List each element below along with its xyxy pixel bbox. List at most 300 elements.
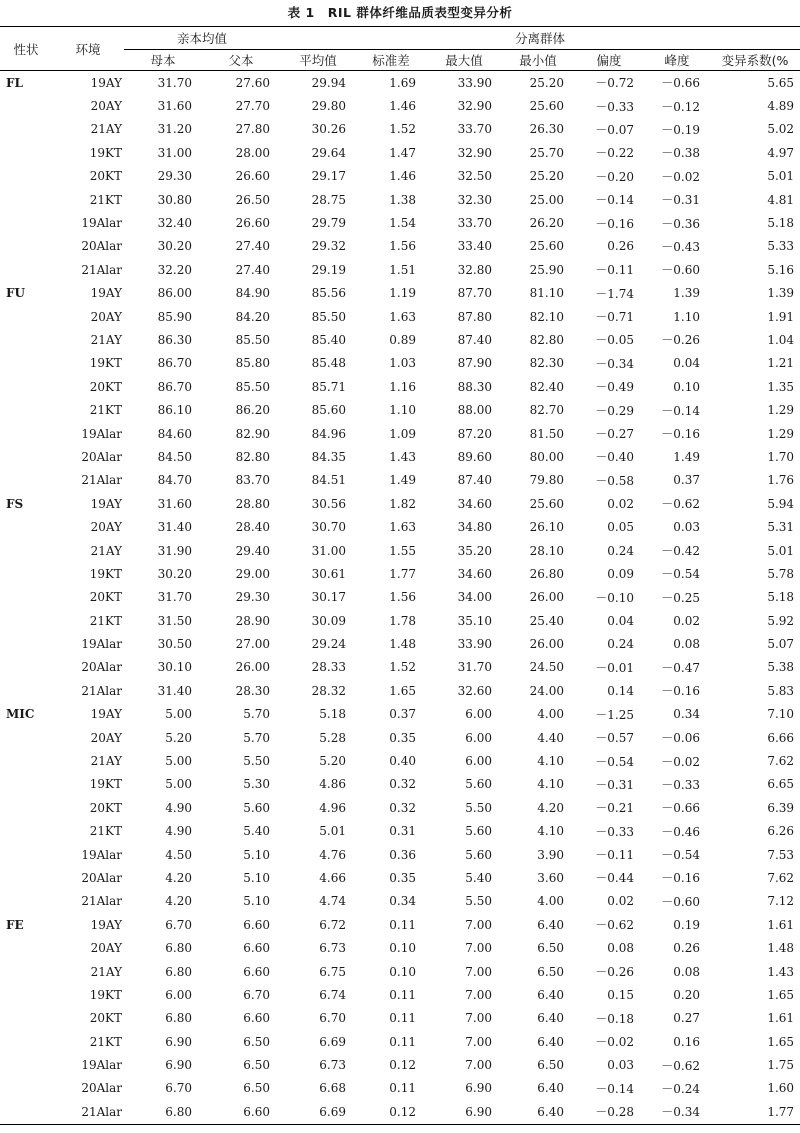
table-row (0, 515, 800, 538)
cell-min: 26.20 (529, 216, 565, 231)
cell-mean: 6.69 (319, 1034, 347, 1049)
cell-min: 26.10 (529, 520, 565, 535)
cell-kurt: －0.62 (661, 1058, 701, 1073)
cell-sd: 1.16 (389, 379, 417, 394)
cell-mother: 4.90 (165, 824, 192, 839)
cell-kurt: 0.04 (673, 356, 701, 371)
cell-trait: FS (6, 496, 24, 511)
cell-trait (0, 632, 52, 655)
cell-max: 33.70 (457, 122, 493, 137)
cell-max: 31.70 (457, 660, 493, 675)
cell-skew: 0.02 (607, 894, 635, 909)
cell-skew: －0.16 (595, 216, 635, 231)
cell-mean: 30.56 (311, 496, 347, 511)
cell-father: 5.70 (243, 730, 271, 745)
cell-env: 19Alar (81, 216, 122, 231)
cell-skew: －0.34 (595, 356, 635, 371)
cell-father: 5.50 (243, 754, 271, 769)
cell-skew: 0.08 (607, 941, 635, 956)
table-row (0, 960, 800, 983)
cell-min: 4.40 (537, 730, 565, 745)
cell-mean: 30.61 (311, 566, 347, 581)
cell-cv: 1.39 (767, 286, 795, 301)
cell-env: 19Alar (81, 426, 122, 441)
cell-max: 32.50 (457, 169, 493, 184)
cell-sd: 0.36 (389, 847, 417, 862)
cell-skew: －0.58 (595, 473, 635, 488)
cell-cv: 4.81 (767, 192, 795, 207)
cell-max: 88.30 (457, 379, 493, 394)
cell-max: 87.40 (457, 332, 493, 347)
cell-trait (0, 960, 52, 983)
header-parents-group: 亲本均值 (124, 27, 280, 50)
cell-father: 27.40 (235, 239, 271, 254)
cell-mean: 30.26 (311, 122, 347, 137)
cell-skew: －0.20 (595, 169, 635, 184)
cell-father: 29.40 (235, 543, 271, 558)
cell-env: 20AY (90, 99, 122, 114)
cell-sd: 0.11 (389, 1081, 417, 1096)
header-mother: 母本 (150, 53, 176, 68)
table-row (0, 703, 800, 726)
cell-trait: FE (6, 917, 24, 932)
header-mean: 平均值 (299, 53, 337, 68)
cell-min: 82.40 (529, 379, 565, 394)
cell-min: 26.80 (529, 566, 565, 581)
cell-mother: 6.70 (165, 1081, 192, 1096)
cell-father: 5.30 (243, 777, 271, 792)
table-row (0, 632, 800, 655)
cell-mother: 84.50 (157, 449, 192, 464)
cell-trait (0, 1100, 52, 1124)
cell-father: 26.60 (235, 216, 271, 231)
cell-trait (0, 1077, 52, 1100)
cell-env: 19AY (90, 917, 122, 932)
cell-skew: 0.03 (607, 1058, 635, 1073)
cell-max: 7.00 (465, 1034, 493, 1049)
cell-mean: 29.80 (311, 99, 347, 114)
cell-kurt: －0.25 (661, 590, 701, 605)
cell-sd: 1.52 (389, 660, 417, 675)
cell-skew: －0.05 (595, 333, 635, 348)
cell-env: 21AY (90, 332, 122, 347)
cell-father: 5.40 (243, 824, 271, 839)
cell-env: 20Alar (81, 239, 122, 254)
cell-min: 26.30 (529, 122, 565, 137)
cell-cv: 6.26 (767, 824, 795, 839)
cell-max: 35.10 (457, 613, 493, 628)
cell-max: 33.90 (457, 75, 493, 90)
cell-mean: 30.09 (311, 613, 347, 628)
cell-mean: 5.18 (319, 707, 347, 722)
cell-max: 87.70 (457, 286, 493, 301)
cell-trait (0, 1053, 52, 1076)
cell-father: 5.10 (243, 894, 271, 909)
cell-father: 82.90 (235, 426, 271, 441)
cell-min: 6.40 (537, 987, 565, 1002)
cell-kurt: －0.42 (661, 544, 701, 558)
cell-skew: －0.02 (595, 1035, 635, 1050)
table-row (0, 749, 800, 772)
cell-trait (0, 679, 52, 702)
cell-env: 20Alar (81, 660, 122, 675)
cell-kurt: 0.02 (673, 613, 701, 628)
cell-kurt: －0.14 (661, 403, 701, 418)
cell-trait (0, 820, 52, 843)
cell-max: 5.40 (465, 870, 493, 885)
cell-trait (0, 936, 52, 959)
cell-env: 20AY (90, 730, 122, 745)
cell-sd: 0.40 (389, 754, 417, 769)
table-row (0, 165, 800, 188)
cell-father: 6.60 (243, 917, 271, 932)
cell-trait: FU (6, 286, 25, 301)
cell-mother: 30.10 (157, 660, 192, 675)
cell-sd: 1.63 (389, 309, 417, 324)
cell-cv: 7.53 (767, 847, 795, 862)
cell-mother: 86.30 (157, 332, 192, 347)
cell-father: 28.80 (235, 496, 271, 511)
cell-kurt: －0.43 (661, 239, 701, 254)
cell-max: 7.00 (465, 1058, 493, 1073)
cell-max: 34.60 (457, 496, 493, 511)
cell-min: 6.40 (537, 917, 565, 932)
table-row (0, 913, 800, 936)
cell-father: 6.50 (243, 1081, 271, 1096)
cell-env: 20KT (89, 800, 122, 815)
cell-sd: 1.78 (389, 613, 417, 628)
cell-mean: 6.74 (319, 987, 347, 1002)
cell-skew: －0.26 (595, 965, 635, 980)
cell-cv: 4.97 (767, 145, 795, 160)
cell-kurt: 1.49 (673, 449, 701, 464)
table-row (0, 375, 800, 398)
cell-env: 19KT (89, 777, 122, 792)
cell-kurt: －0.06 (661, 731, 701, 746)
cell-mother: 31.60 (157, 496, 192, 511)
table-row (0, 656, 800, 679)
cell-mother: 6.80 (165, 964, 192, 979)
cell-trait (0, 562, 52, 585)
cell-min: 24.00 (529, 683, 565, 698)
cell-trait (0, 445, 52, 468)
cell-max: 32.90 (457, 99, 493, 114)
cell-cv: 1.76 (767, 473, 795, 488)
cell-father: 85.80 (235, 356, 271, 371)
cell-env: 21Alar (81, 894, 122, 909)
cell-max: 5.60 (465, 824, 493, 839)
cell-skew: －0.71 (595, 310, 635, 325)
cell-skew: －0.72 (595, 76, 635, 91)
cell-sd: 0.11 (389, 1034, 417, 1049)
cell-min: 24.50 (529, 660, 565, 675)
cell-mother: 4.50 (165, 847, 192, 862)
cell-father: 82.80 (235, 449, 271, 464)
cell-mean: 29.94 (311, 75, 347, 90)
cell-mean: 30.17 (311, 590, 347, 605)
cell-cv: 1.29 (767, 426, 795, 441)
cell-cv: 1.65 (767, 987, 795, 1002)
cell-env: 21AY (90, 543, 122, 558)
header-trait: 性状 (13, 41, 39, 57)
cell-cv: 5.92 (767, 613, 795, 628)
table-row (0, 609, 800, 632)
cell-father: 86.20 (235, 403, 271, 418)
cell-mean: 85.56 (311, 286, 347, 301)
cell-trait (0, 609, 52, 632)
cell-skew: 0.24 (607, 543, 635, 558)
cell-father: 6.50 (243, 1058, 271, 1073)
table-row (0, 562, 800, 585)
cell-env: 19KT (89, 145, 122, 160)
table-row (0, 118, 800, 141)
cell-cv: 7.12 (767, 894, 795, 909)
cell-trait (0, 422, 52, 445)
header-skew: 偏度 (596, 53, 622, 68)
header-cv: 变异系数(% (721, 53, 789, 68)
cell-skew: －1.74 (595, 286, 635, 301)
cell-cv: 6.39 (767, 800, 795, 815)
cell-cv: 5.31 (767, 520, 795, 535)
table-header (0, 27, 800, 71)
cell-max: 6.00 (465, 730, 493, 745)
cell-kurt: 1.10 (673, 309, 701, 324)
cell-mean: 5.01 (319, 824, 347, 839)
cell-kurt: 0.10 (673, 379, 701, 394)
table-row (0, 258, 800, 281)
cell-trait (0, 469, 52, 492)
cell-kurt: 0.27 (673, 1011, 701, 1026)
cell-sd: 1.55 (389, 543, 417, 558)
cell-skew: －0.57 (595, 731, 635, 746)
cell-mean: 84.35 (311, 449, 347, 464)
cell-skew: －0.54 (595, 754, 635, 769)
cell-mean: 29.64 (311, 145, 347, 160)
cell-min: 81.10 (529, 286, 565, 301)
cell-kurt: －0.36 (661, 216, 701, 231)
cell-trait (0, 843, 52, 866)
table-row (0, 71, 800, 95)
table-row (0, 773, 800, 796)
cell-env: 21KT (89, 824, 122, 839)
cell-skew: －0.33 (595, 99, 635, 114)
header-row-1 (0, 27, 800, 50)
cell-mean: 6.70 (319, 1011, 347, 1026)
cell-skew: －0.28 (574, 1100, 644, 1124)
table-row (0, 820, 800, 843)
cell-skew: 0.15 (607, 987, 635, 1002)
cell-sd: 1.47 (389, 145, 417, 160)
cell-env: 21KT (89, 613, 122, 628)
cell-max: 34.80 (457, 520, 493, 535)
cell-mother: 32.40 (157, 216, 192, 231)
cell-env: 19AY (90, 286, 122, 301)
cell-father: 6.60 (202, 1100, 280, 1124)
table-row (0, 141, 800, 164)
cell-min: 25.90 (529, 262, 565, 277)
cell-max: 32.90 (457, 145, 493, 160)
table-row (0, 539, 800, 562)
table-row (0, 1053, 800, 1076)
table-row (0, 1077, 800, 1100)
cell-father: 6.50 (243, 1034, 271, 1049)
cell-max: 7.00 (465, 1011, 493, 1026)
cell-skew: －0.44 (595, 871, 635, 886)
cell-cv: 1.48 (767, 941, 795, 956)
cell-mother: 31.40 (157, 520, 192, 535)
cell-skew: －0.62 (595, 918, 635, 933)
cell-mother: 4.20 (165, 894, 192, 909)
table-row (0, 188, 800, 211)
cell-trait (0, 656, 52, 679)
cell-max: 7.00 (465, 987, 493, 1002)
cell-max: 5.50 (465, 800, 493, 815)
cell-mother: 31.90 (157, 543, 192, 558)
cell-skew: －0.29 (595, 403, 635, 418)
cell-mother: 6.90 (165, 1034, 192, 1049)
cell-mean: 30.70 (311, 520, 347, 535)
cell-kurt: 0.37 (673, 473, 701, 488)
cell-trait: MIC (6, 707, 35, 722)
cell-min: 26.00 (529, 637, 565, 652)
cell-skew: 0.09 (607, 566, 635, 581)
cell-max: 35.20 (457, 543, 493, 558)
cell-mother: 5.00 (165, 777, 192, 792)
cell-sd: 0.34 (389, 894, 417, 909)
cell-father: 85.50 (235, 332, 271, 347)
cell-mean: 28.75 (311, 192, 347, 207)
cell-min: 25.60 (529, 496, 565, 511)
cell-max: 6.00 (465, 707, 493, 722)
cell-cv: 1.60 (767, 1081, 795, 1096)
cell-kurt: －0.54 (661, 848, 701, 863)
cell-max: 6.90 (426, 1100, 502, 1124)
cell-sd: 0.35 (389, 730, 417, 745)
cell-trait (0, 375, 52, 398)
cell-mother: 30.20 (157, 239, 192, 254)
cell-mother: 86.10 (157, 403, 192, 418)
cell-trait (0, 796, 52, 819)
cell-father: 28.00 (235, 145, 271, 160)
cell-skew: －0.27 (595, 427, 635, 442)
cell-mean: 6.68 (319, 1081, 347, 1096)
cell-mean: 6.75 (319, 964, 347, 979)
cell-father: 5.10 (243, 870, 271, 885)
cell-min: 25.60 (529, 99, 565, 114)
cell-env: 21KT (89, 1034, 122, 1049)
cell-cv: 5.01 (767, 543, 795, 558)
cell-trait (0, 726, 52, 749)
cell-kurt: 0.03 (673, 520, 701, 535)
cell-min: 6.40 (502, 1100, 574, 1124)
cell-kurt: －0.34 (644, 1100, 710, 1124)
cell-max: 32.60 (457, 683, 493, 698)
cell-kurt: －0.26 (661, 333, 701, 348)
cell-trait (0, 866, 52, 889)
cell-mother: 32.20 (157, 262, 192, 277)
cell-max: 33.40 (457, 239, 493, 254)
cell-skew: －0.07 (595, 122, 635, 137)
cell-kurt: －0.66 (661, 76, 701, 91)
cell-kurt: －0.60 (661, 263, 701, 278)
cell-mean: 84.51 (311, 473, 347, 488)
cell-mother: 31.70 (157, 590, 192, 605)
table-row (0, 94, 800, 117)
cell-trait (0, 211, 52, 234)
cell-kurt: －0.02 (661, 169, 701, 184)
cell-mother: 31.70 (157, 75, 192, 90)
cell-min: 82.80 (529, 332, 565, 347)
cell-father: 85.50 (235, 379, 271, 394)
cell-min: 79.80 (529, 473, 565, 488)
cell-kurt: －0.66 (661, 801, 701, 816)
cell-sd: 1.63 (389, 520, 417, 535)
cell-max: 7.00 (465, 917, 493, 932)
cell-father: 6.70 (243, 987, 271, 1002)
cell-min: 6.50 (537, 964, 565, 979)
cell-sd: 1.49 (389, 473, 417, 488)
cell-father: 83.70 (235, 473, 271, 488)
cell-cv: 5.78 (767, 566, 795, 581)
header-sd: 标准差 (372, 53, 410, 68)
cell-kurt: －0.31 (661, 193, 701, 208)
cell-skew: －0.33 (595, 824, 635, 839)
cell-father: 6.60 (243, 964, 271, 979)
cell-sd: 1.77 (389, 566, 417, 581)
cell-sd: 0.32 (389, 777, 417, 792)
table-row (0, 398, 800, 421)
cell-mean: 5.28 (319, 730, 347, 745)
cell-mother: 86.70 (157, 356, 192, 371)
cell-skew: 0.26 (607, 239, 635, 254)
cell-mother: 84.60 (157, 426, 192, 441)
table-row (0, 445, 800, 468)
cell-cv: 5.38 (767, 660, 795, 675)
cell-father: 29.00 (235, 566, 271, 581)
cell-env: 20KT (89, 379, 122, 394)
cell-min: 81.50 (529, 426, 565, 441)
cell-max: 87.80 (457, 309, 493, 324)
cell-mother: 31.00 (157, 145, 192, 160)
table-row (0, 843, 800, 866)
cell-sd: 1.56 (389, 590, 417, 605)
cell-mean: 6.73 (319, 941, 347, 956)
cell-trait: FL (6, 75, 23, 90)
cell-mean: 29.32 (311, 239, 347, 254)
cell-mean: 84.96 (311, 426, 347, 441)
cell-max: 87.90 (457, 356, 493, 371)
phenotype-table (0, 26, 800, 1125)
cell-father: 28.30 (235, 683, 271, 698)
cell-max: 89.60 (457, 449, 493, 464)
cell-kurt: －0.54 (661, 567, 701, 582)
cell-min: 28.10 (529, 543, 565, 558)
cell-trait (0, 258, 52, 281)
cell-cv: 5.94 (767, 496, 795, 511)
cell-kurt: 0.19 (673, 917, 701, 932)
header-min: 最小值 (519, 53, 557, 68)
cell-sd: 0.89 (389, 332, 417, 347)
cell-min: 3.60 (537, 870, 565, 885)
cell-skew: －0.11 (595, 263, 635, 278)
cell-sd: 1.51 (389, 262, 417, 277)
cell-mother: 29.30 (157, 169, 192, 184)
cell-sd: 1.69 (389, 75, 417, 90)
cell-mother: 6.00 (165, 987, 192, 1002)
cell-cv: 5.33 (767, 239, 795, 254)
cell-mother: 31.20 (157, 122, 192, 137)
cell-skew: 0.14 (607, 683, 635, 698)
